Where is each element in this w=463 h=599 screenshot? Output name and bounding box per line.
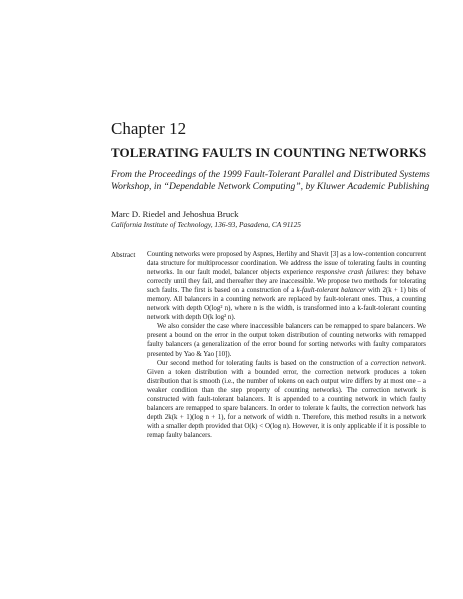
source-note: From the Proceedings of the 1999 Fault-Tolerant Parallel and Distributed Systems Workshop, in “Dependable Network Computing”, by Kluwer Academic Publishing (111, 169, 430, 192)
chapter-title: TOLERATING FAULTS IN COUNTING NETWORKS (111, 145, 427, 160)
abstract-p1-emphasis-2: k-fault-tolerant balancer (296, 286, 366, 295)
abstract-p1-part-a: Counting networks were proposed by Aspnes, Herlihy and Shavit [3] as a low-contention concurrent data structure for multiprocessor coordination. We address the issue of tolerating faults in counting networks. In our fault model, balancer objects experience (147, 250, 426, 277)
authors: Marc D. Riedel and Jehoshua Bruck (111, 209, 239, 219)
chapter-heading: Chapter 12 (111, 119, 187, 138)
abstract-p1-part-c: with 2(k + 1) bits of memory. All balancers in a counting network are replaced by fault-tolerant ones. Thus, a counting network with depth O(log² n), where n is the width, is transformed into a k-fault-tolerant counting network with depth O(k log² n). (147, 286, 426, 322)
abstract-p1-emphasis-1: responsive crash failures (315, 268, 388, 277)
abstract-label: Abstract (111, 251, 136, 259)
abstract-p3-emphasis: correction network (370, 358, 425, 367)
abstract-p3-part-b: . Given a token distribution with a bounded error, the correction network produces a token distribution that is smooth (i.e., the number of tokens on each output wire differs by at most one – a weaker condition than the step property of counting networks). The correction network is constructed with fault-tolerant balancers. It is appended to a counting network in which faulty balancers are remapped to spare balancers. In order to tolerate k faults, the correction network has depth 2k(k + 1)(log n + 1), for a network of width n. Therefore, this method results in a network with a smaller depth provided that O(k) < O(log n). However, it is only applicable if it is possible to remap faulty balancers. (147, 358, 426, 439)
abstract-paragraph-2: We also consider the case where inaccessible balancers can be remapped to spare balancers. We present a bound on the error in the output token distribution of counting networks with remapped faulty balancers (a generalization of the error bound for sorting networks with faulty comparators presented by Yao & Yao [10]). (147, 322, 426, 358)
abstract-p3-part-a: Our second method for tolerating faults is based on the construction of a (157, 358, 371, 367)
affiliation: California Institute of Technology, 136-93, Pasadena, CA 91125 (111, 220, 301, 229)
abstract-p1-part-b: : they behave correctly until they fail, and thereafter they are inaccessible. We propose two methods for tolerating such faults. The first is based on a construction of a (147, 268, 426, 295)
abstract-paragraph-3 (147, 359, 426, 440)
abstract-body (147, 250, 426, 440)
abstract-paragraph-1 (147, 250, 426, 322)
